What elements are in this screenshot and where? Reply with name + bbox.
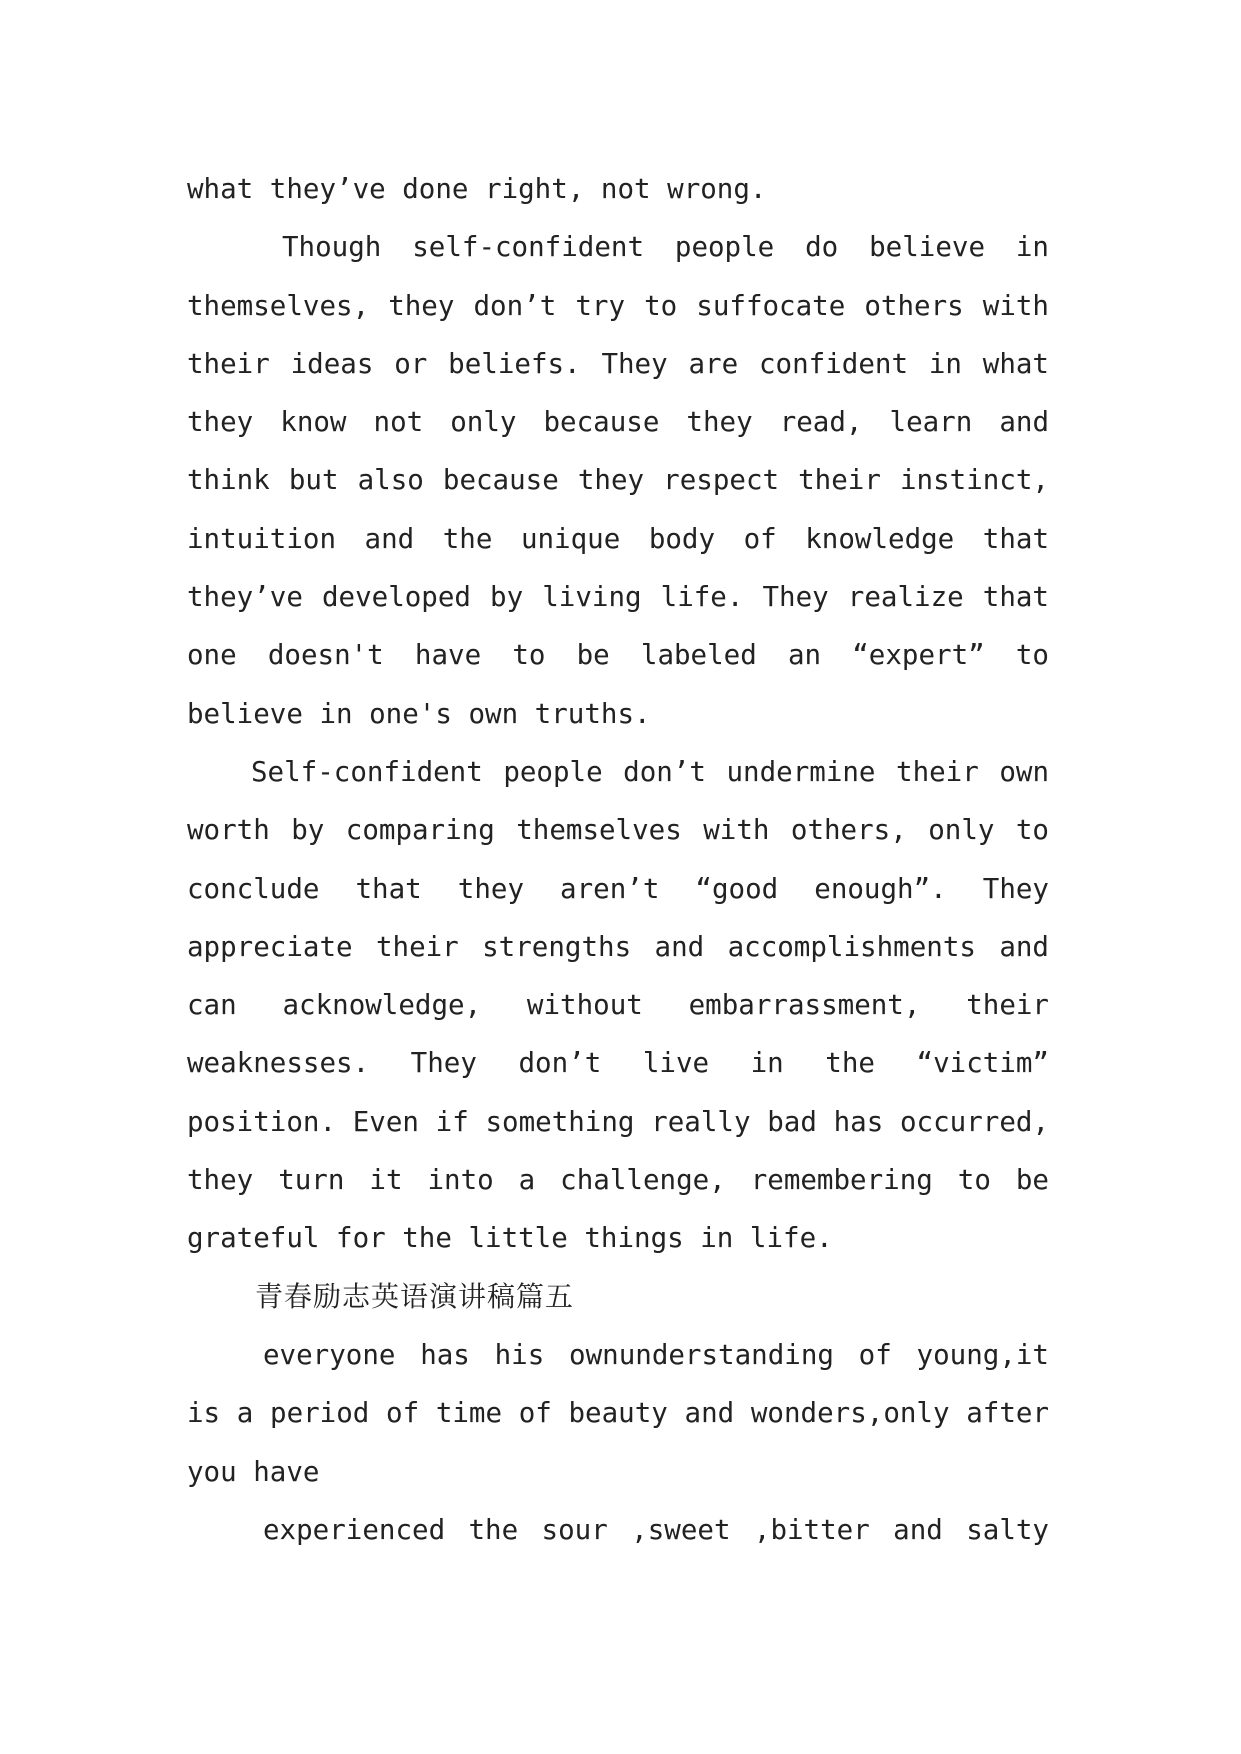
paragraph-youth-intro: everyone has his ownunderstanding of young,it is a period of time of beauty and wonders,only after you have: [187, 1338, 1049, 1488]
document-body: [187, 160, 1049, 1559]
paragraph-continuation: what they’ve done right, not wrong.: [187, 173, 767, 205]
section-heading: 青春励志英语演讲稿篇五: [255, 1279, 575, 1313]
paragraph-self-confident-beliefs: Though self-confident people do believe in themselves, they don’t try to suffocate others with their ideas or beliefs. They are confident in what they know not only because they read, learn and think but also because they respect their instinct, intuition and the unique body of knowledge that they’ve developed by living life. They realize that one doesn't have to be labeled an “expert” to believe in one's own truths.: [187, 231, 1049, 730]
paragraph-self-worth: Self-confident people don’t undermine their own worth by comparing themselves with others, only to conclude that they aren’t “good enough”. They appreciate their strengths and accomplishments and can acknowledge, without embarrassment, their weaknesses. They don’t live in the “victim” position. Even if something really bad has occurred, they turn it into a challenge, remembering to be grateful for the little things in life.: [187, 755, 1049, 1255]
paragraph-youth-continued: experienced the sour ,sweet ,bitter and salty: [263, 1513, 1049, 1546]
